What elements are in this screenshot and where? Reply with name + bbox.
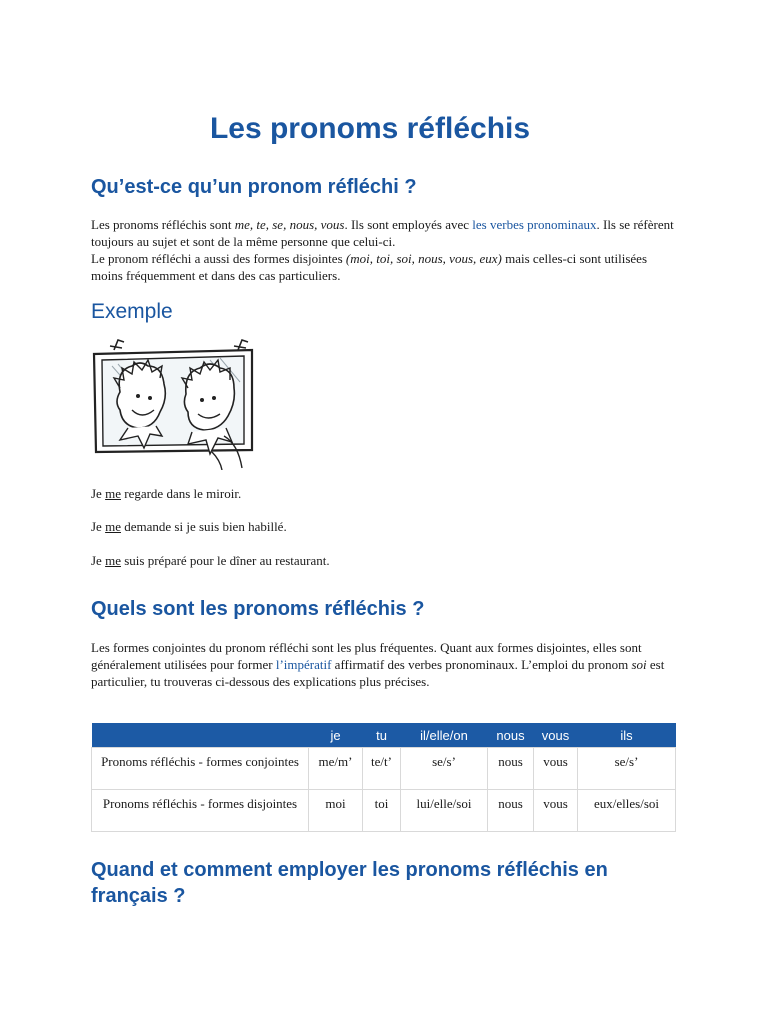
section-heading-example: Exemple xyxy=(91,300,173,323)
text-span: Les pronoms réfléchis sont xyxy=(91,217,235,232)
reflexive-pronoun: me xyxy=(105,519,121,534)
section-heading-usage: Quand et comment employer les pronoms réfléchis en français ? xyxy=(91,859,608,907)
text-span: suis préparé pour le dîner au restaurant. xyxy=(120,553,330,568)
table-row-label: Pronoms réfléchis - formes disjointes xyxy=(92,790,309,832)
example-sentence xyxy=(91,553,330,569)
table-header-cell: je xyxy=(309,723,363,748)
table-header-cell xyxy=(92,723,309,748)
text-span: affirmatif des verbes pronominaux. L’emploi du pronom xyxy=(331,657,632,672)
text-span: regarde dans le miroir. xyxy=(120,486,242,501)
table-header-cell: tu xyxy=(363,723,401,748)
link-imperatif[interactable]: l’impératif xyxy=(275,657,332,672)
text-span: mais celles-ci sont utilisées moins fréquemment et dans des cas particuliers. xyxy=(91,251,648,283)
text-span: . Ils sont employés avec xyxy=(344,217,473,232)
page-title: Les pronoms réfléchis xyxy=(209,112,531,145)
text-span: Le pronom réfléchi a aussi des formes disjointes xyxy=(91,251,346,266)
link-verbes-pronominaux[interactable]: les verbes pronominaux xyxy=(472,217,597,232)
disjoint-pronoun-list: (moi, toi, soi, nous, vous, eux) xyxy=(345,251,502,266)
table-header-cell: ils xyxy=(578,723,676,748)
reflexive-pronouns-table xyxy=(91,723,676,832)
text-span: est particulier, tu trouveras ci-dessous des explications plus précises. xyxy=(91,657,665,689)
table-cell: me/m’ xyxy=(309,748,363,790)
reflexive-pronoun: me xyxy=(105,553,121,568)
table-cell: eux/elles/soi xyxy=(578,790,676,832)
table-row xyxy=(92,748,676,790)
text-span: Je xyxy=(91,486,106,501)
table-header-cell: il/elle/on xyxy=(401,723,488,748)
table-header-cell: nous xyxy=(488,723,534,748)
table-cell: vous xyxy=(534,790,578,832)
text-span: demande si je suis bien habillé. xyxy=(120,519,287,534)
pronoun-soi: soi xyxy=(631,657,647,672)
table-row-label: Pronoms réfléchis - formes conjointes xyxy=(92,748,309,790)
example-sentence xyxy=(91,519,287,535)
text-span: Je xyxy=(91,553,106,568)
table-cell: vous xyxy=(534,748,578,790)
pronoun-list: me, te, se, nous, vous xyxy=(234,217,345,232)
forms-paragraph xyxy=(91,639,681,690)
table-cell: lui/elle/soi xyxy=(401,790,488,832)
table-header-cell: vous xyxy=(534,723,578,748)
table-cell: nous xyxy=(488,748,534,790)
table-cell: toi xyxy=(363,790,401,832)
text-span: Les formes conjointes du pronom réfléchi sont les plus fréquentes. Quant aux formes disjointes, elles sont généralement utilisées pour former xyxy=(91,640,642,672)
mirror-illustration xyxy=(92,336,258,470)
text-span: . Ils se réfèrent toujours au sujet et sont de la même personne que celui-ci. xyxy=(91,217,674,249)
reflexive-pronoun: me xyxy=(105,486,121,501)
section-heading-definition: Qu’est-ce qu’un pronom réfléchi ? xyxy=(91,176,417,198)
table-cell: nous xyxy=(488,790,534,832)
section-heading-which-pronouns: Quels sont les pronoms réfléchis ? xyxy=(91,598,425,620)
definition-paragraph xyxy=(91,216,681,284)
example-sentence xyxy=(91,486,241,502)
table-cell: se/s’ xyxy=(401,748,488,790)
table-cell: moi xyxy=(309,790,363,832)
text-span: Je xyxy=(91,519,106,534)
table-cell: se/s’ xyxy=(578,748,676,790)
table-row xyxy=(92,790,676,832)
table-header-row xyxy=(92,723,676,748)
table-cell: te/t’ xyxy=(363,748,401,790)
